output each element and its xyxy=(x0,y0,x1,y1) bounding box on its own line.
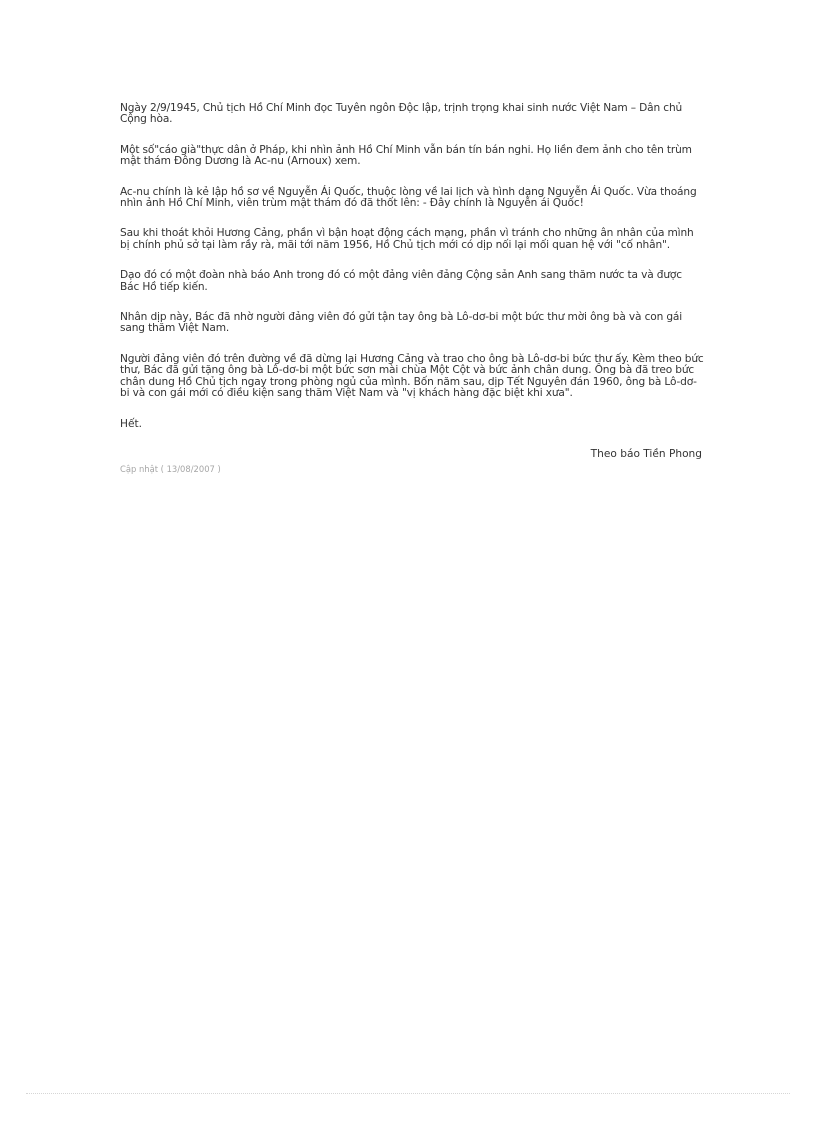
article-source: Theo báo Tiền Phong xyxy=(590,447,702,460)
paragraph: Ngày 2/9/1945, Chủ tịch Hồ Chí Minh đọc Tuyên ngôn Độc lập, trịnh trọng khai sinh nước Việt Nam – Dân chủ Cộng hòa. xyxy=(120,102,683,126)
paragraph: Dạo đó có một đoàn nhà báo Anh trong đó có một đảng viên đảng Cộng sản Anh sang thăm nước ta và được Bác Hồ tiếp kiến. xyxy=(120,269,682,293)
paragraph: Nhân dịp này, Bác đã nhờ người đảng viên đó gửi tận tay ông bà Lô-dơ-bi một bức thư mời ông bà và con gái sang thăm Việt Nam. xyxy=(120,311,683,335)
paragraph: Một số"cáo già"thực dân ở Pháp, khi nhìn ảnh Hồ Chí Minh vẫn bán tín bán nghi. Họ liền đem ảnh cho tên trùm mật thám Đông Dương là Ac-nu (Arnoux) xem. xyxy=(120,143,692,168)
updated-date: Cập nhật ( 13/08/2007 ) xyxy=(120,464,221,475)
paragraph: Người đảng viên đó trên đường về đã dừng lại Hương Cảng và trao cho ông bà Lô-dơ-bi bức thư ấy. Kèm theo bức thư, Bác đã gửi tặng ông bà Lô-dơ-bi một bức sơn mài chùa Một Cột và bức ảnh chân dung. Ông bà đã treo bức chân dung Hồ Chủ tịch ngay trong phòng ngủ của mình. Bốn năm sau, dịp Tết Nguyên đán 1960, ông bà Lô-dơ-bi và con gái mới có điều kiện sang thăm Việt Nam và "vị khách hàng đặc biệt khi xưa". xyxy=(120,352,704,400)
page-divider xyxy=(26,1093,790,1094)
paragraph: Sau khi thoát khỏi Hương Cảng, phần vì bận hoạt động cách mạng, phần vì tránh cho những ân nhân của mình bị chính phủ sở tại làm rầy rà, mãi tới năm 1956, Hồ Chủ tịch mới có dịp nối lại mối quan hệ với "cố nhân". xyxy=(120,227,694,251)
paragraph: Ac-nu chính là kẻ lập hồ sơ về Nguyễn Ái Quốc, thuộc lòng về lai lịch và hình dạng Nguyễn Ái Quốc. Vừa thoáng nhìn ảnh Hồ Chí Minh, viên trùm mật thám đó đã thốt lên: - Đây chính là Nguyễn ái Quốc! xyxy=(120,185,697,210)
article-body xyxy=(120,103,704,474)
article-ending: Hết. xyxy=(120,417,143,430)
